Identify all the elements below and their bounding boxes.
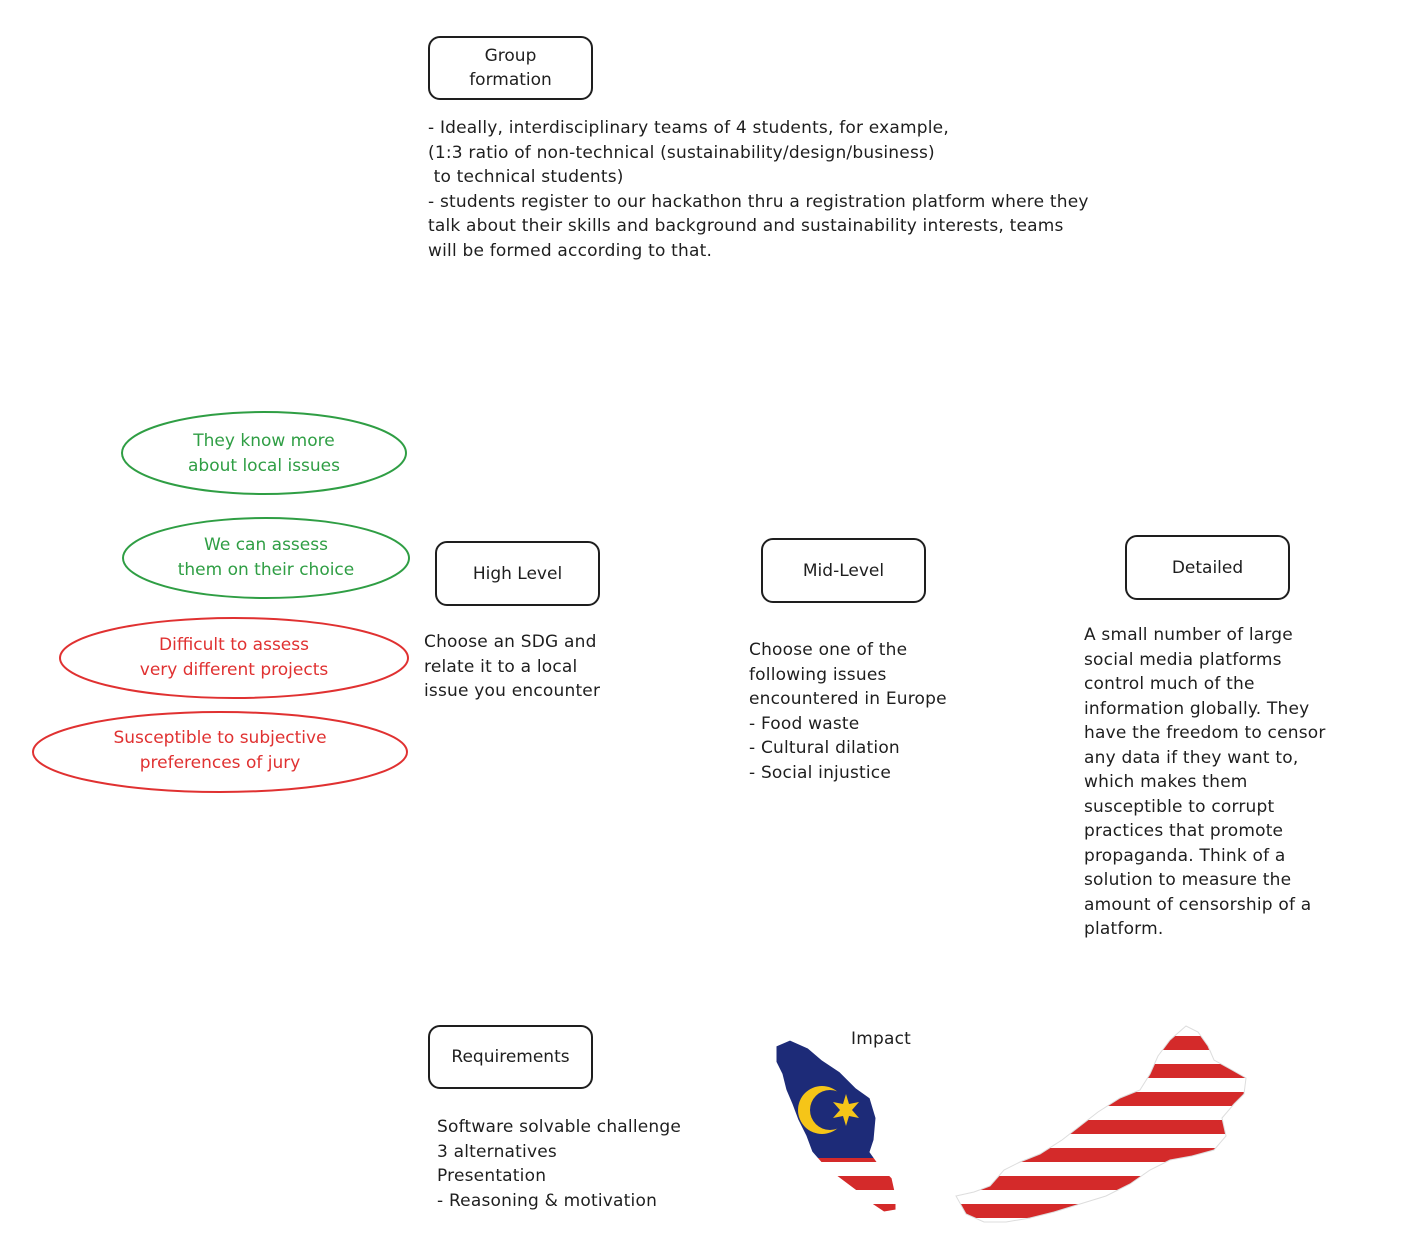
mid-level-description: Choose one of the following issues encountered in Europe - Food waste - Cultural dilation - Social injustice bbox=[749, 640, 947, 783]
detailed-description: A small number of large social media platforms control much of the information globally. They have the freedom to censor any data if they want to, which makes them susceptible to corrupt practices that promote propaganda. Think of a solution to measure the amount of censorship of a platform. bbox=[1084, 625, 1326, 939]
impact-label: Impact bbox=[851, 1029, 911, 1049]
oval-local-issues[interactable]: They know more about local issues bbox=[188, 431, 340, 476]
peninsula-flag bbox=[760, 1030, 910, 1220]
high-level-title: High Level bbox=[472, 563, 563, 584]
borneo-flag bbox=[950, 1020, 1250, 1230]
detailed-title: Detailed bbox=[1171, 557, 1244, 578]
requirements-title: Requirements bbox=[451, 1047, 570, 1067]
requirements-description: Software solvable challenge 3 alternatives Presentation - Reasoning & motivation bbox=[437, 1117, 682, 1211]
group-formation-description: - Ideally, interdisciplinary teams of 4 students, for example, (1:3 ratio of non-technical (sustainability/design/business) to technical students) - students register to our hackathon thru a registration platform where they talk about their skills and background and sustainability interests, teams will be formed according to that. bbox=[428, 118, 1089, 261]
oval-subjective[interactable]: Susceptible to subjective preferences of jury bbox=[113, 728, 327, 773]
mid-level-title: Mid-Level bbox=[802, 560, 885, 581]
group-formation-title: Group formation bbox=[469, 46, 552, 90]
oval-assess-choice[interactable]: We can assess them on their choice bbox=[177, 535, 355, 580]
high-level-description: Choose an SDG and relate it to a local issue you encounter bbox=[424, 632, 601, 701]
oval-difficult[interactable]: Difficult to assess very different projects bbox=[139, 635, 329, 680]
